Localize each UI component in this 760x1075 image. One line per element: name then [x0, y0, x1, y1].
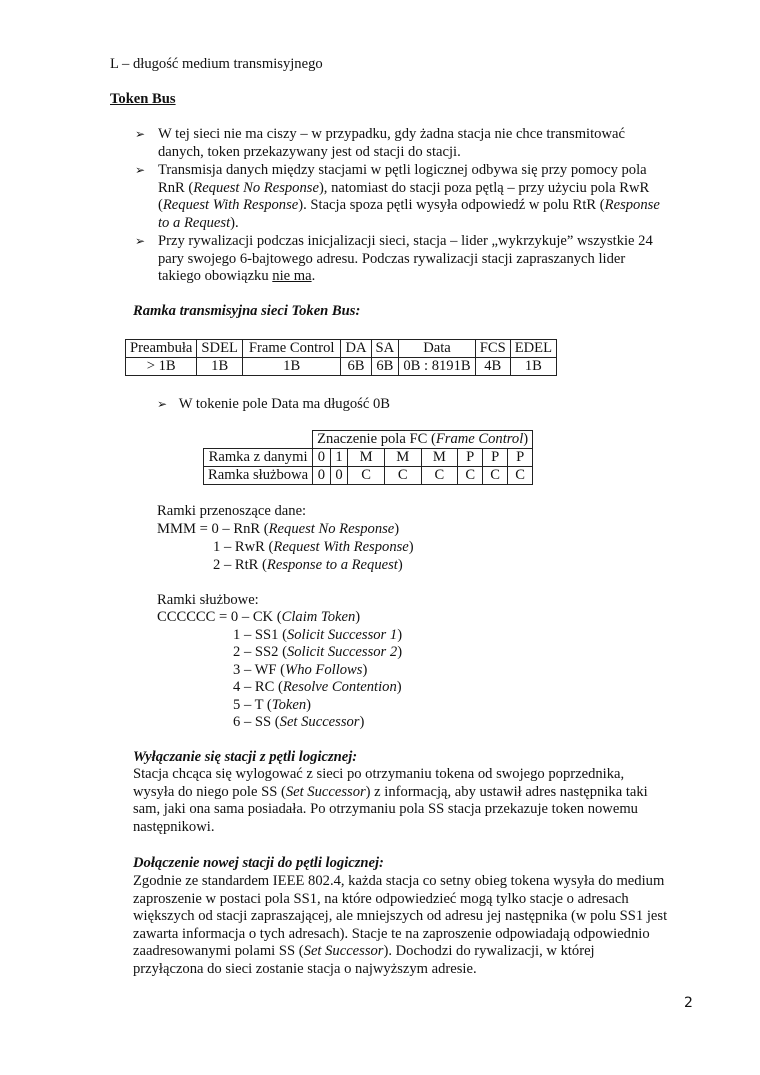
table-cell: 0B : 8191B	[399, 358, 476, 376]
bullet-text: ). Stacja spoza pętli wysyła odpowiedź w polu RtR (	[298, 197, 605, 214]
join-heading: Dołączenie nowej stacji do pętli logicznej:	[133, 855, 384, 871]
table-header: Preambuła	[126, 340, 197, 358]
bullet-text: W tej sieci nie ma ciszy – w przypadku, gdy żadna stacja nie chce transmitować danych, token przekazywany jest od stacji do stacji.	[158, 126, 625, 160]
bullet-text: Przy rywalizacji podczas inicjalizacji sieci, stacja – lider „wykrzykuje” wszystkie 24 pary swojego 6-bajtowego adresu. Podczas rywalizacji stacji zapraszanych lider takiego obowiązku	[158, 233, 653, 285]
row-label: Ramka z danymi	[204, 449, 313, 467]
bullet-italic: Request With Response	[162, 197, 299, 214]
table-cell: M	[421, 449, 458, 467]
service-frame-line: 6 – SS (Set Successor)	[233, 714, 365, 730]
table-cell: M	[384, 449, 421, 467]
table-cell: C	[384, 467, 421, 485]
service-frame-line: 2 – SS2 (Solicit Successor 2)	[233, 644, 403, 660]
table-cell: 6B	[341, 358, 371, 376]
table-cell: M	[348, 449, 385, 467]
table-cell: C	[508, 467, 533, 485]
data-frame-line: 1 – RwR (Request With Response)	[213, 539, 414, 555]
table-cell: 6B	[371, 358, 399, 376]
data-frame-line: 2 – RtR (Response to a Request)	[213, 557, 403, 573]
table-cell: 1B	[510, 358, 556, 376]
row-label: Ramka służbowa	[204, 467, 313, 485]
service-frames-title: Ramki służbowe:	[157, 592, 259, 608]
table-cell: C	[348, 467, 385, 485]
table-cell: C	[458, 467, 483, 485]
bullet-text: Transmisja danych między stacjami w pętli logicznej odbywa się przy pomocy pola RnR (	[158, 162, 647, 196]
data-frame-line: MMM = 0 – RnR (Request No Response)	[157, 521, 400, 537]
logout-paragraph: Stacja chcąca się wylogować z sieci po otrzymaniu tokena od swojego poprzednika, wysyła do niego pole SS (Set Successor) z informacją, aby ustawił adres następnika taki sam, jaki ona sama posiadała. Po otrzymaniu pola SS stacja przekazuje token nowemu następnikowi.	[133, 766, 648, 835]
arrow-bullet-icon: ➢	[135, 234, 146, 248]
table-cell: > 1B	[126, 358, 197, 376]
bullet-italic: Response to a Request	[158, 197, 660, 231]
service-frame-line: 4 – RC (Resolve Contention)	[233, 679, 402, 695]
table-cell: P	[483, 449, 508, 467]
intro-line: L – długość medium transmisyjnego	[110, 56, 323, 72]
bullet-text: W tokenie pole Data ma długość 0B	[178, 396, 391, 412]
table-header: SA	[371, 340, 399, 358]
table-row	[204, 449, 533, 467]
fc-header: Znaczenie pola FC (Frame Control)	[313, 431, 533, 449]
arrow-bullet-icon: ➢	[157, 397, 168, 411]
table-header: DA	[341, 340, 371, 358]
table-cell: C	[421, 467, 458, 485]
table-row	[204, 467, 533, 485]
table-cell: C	[483, 467, 508, 485]
bullet-item	[135, 233, 665, 286]
frame-heading: Ramka transmisyjna sieci Token Bus:	[133, 303, 361, 319]
section-title: Token Bus	[110, 91, 176, 107]
table-cell: 0	[313, 467, 331, 485]
table-cell: 0	[330, 467, 348, 485]
table-cell: 1	[330, 449, 348, 467]
table-cell: 1B	[197, 358, 242, 376]
service-frame-line: 1 – SS1 (Solicit Successor 1)	[233, 627, 403, 643]
arrow-bullet-icon: ➢	[135, 163, 146, 177]
fc-table	[203, 430, 533, 485]
bullet-text: ), natomiast do stacji poza pętlą – przy użyciu pola RwR (	[158, 179, 650, 214]
table-header: SDEL	[197, 340, 242, 358]
bullet-italic: Request No Response	[193, 179, 319, 196]
frame-table	[125, 339, 557, 376]
table-header: EDEL	[510, 340, 556, 358]
table-header: FCS	[475, 340, 510, 358]
service-frame-line: CCCCCC = 0 – CK (Claim Token)	[157, 609, 361, 625]
table-row	[126, 358, 557, 376]
bullet-item	[135, 126, 665, 161]
bullet-item	[135, 162, 665, 232]
service-frame-line: 5 – T (Token)	[233, 697, 311, 713]
bullet-underline: nie ma	[272, 268, 312, 285]
page-number: 2	[684, 995, 693, 1011]
table-header: Frame Control	[242, 340, 341, 358]
table-row	[126, 340, 557, 358]
table-cell: 1B	[242, 358, 341, 376]
table-row	[204, 431, 533, 449]
arrow-bullet-icon: ➢	[135, 127, 146, 141]
logout-heading: Wyłączanie się stacji z pętli logicznej:	[133, 749, 358, 765]
data-frames-title: Ramki przenoszące dane:	[157, 503, 307, 519]
service-frame-line: 3 – WF (Who Follows)	[233, 662, 368, 678]
bullet-text: .	[311, 268, 316, 285]
table-cell: P	[508, 449, 533, 467]
table-cell: P	[458, 449, 483, 467]
join-paragraph: Zgodnie ze standardem IEEE 802.4, każda stacja co setny obieg tokena wysyła do medium zaproszenie w postaci pola SS1, na które odpowiedzieć mogą tylko stacje o adresach większych od stacji zapraszającej, ale mniejszych od adresu jej następnika (w polu SS1 jest zawarta informacja o tych adresach). Stacje te na zaproszenie odpowiadają odpowiednio zaadresowanymi polami SS (Set Successor). Dochodzi do rywalizacji, w której przyłączona do sieci zostanie stacja o najwyższym adresie.	[133, 873, 668, 977]
table-cell: 0	[313, 449, 331, 467]
table-cell: 4B	[475, 358, 510, 376]
table-header: Data	[399, 340, 476, 358]
bullet-text: ).	[230, 214, 239, 231]
token-bullet	[157, 396, 390, 414]
